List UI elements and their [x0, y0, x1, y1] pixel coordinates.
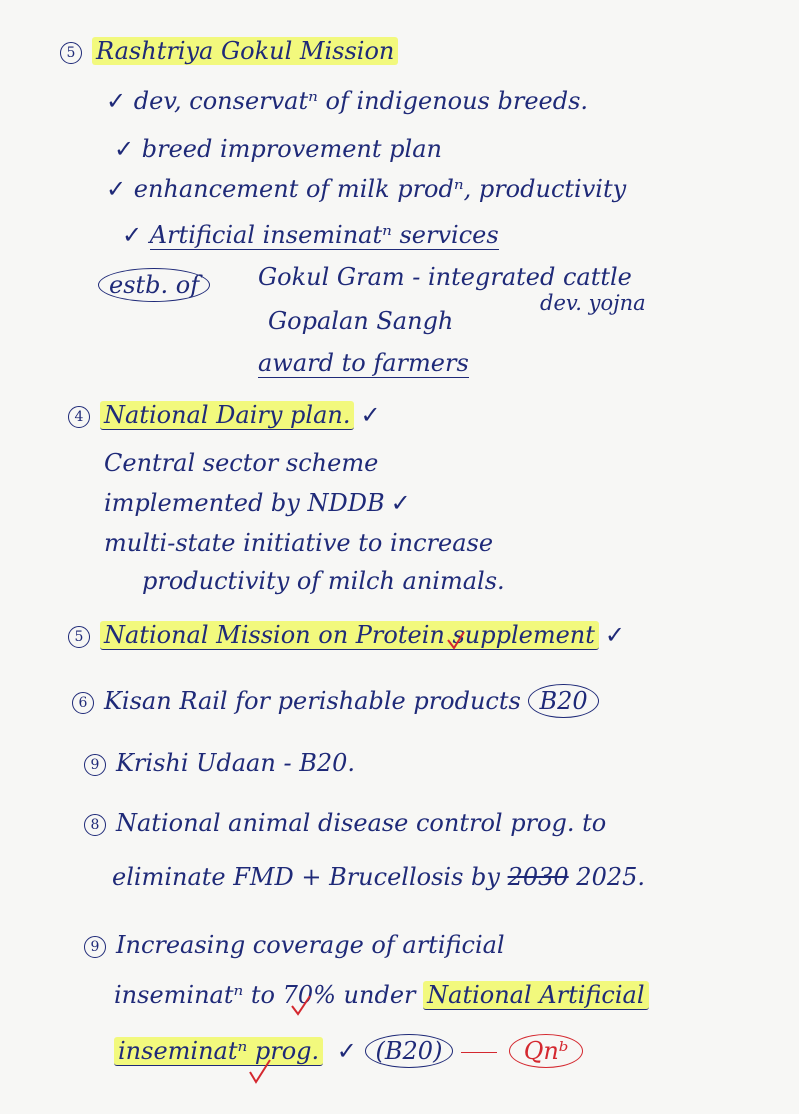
list-item: productivity of milch animals.: [142, 567, 505, 595]
list-item: ✓ breed improvement plan: [114, 135, 442, 163]
list-item: ✓ dev, conservatⁿ of indigenous breeds.: [106, 87, 589, 115]
section-number: 9: [84, 754, 106, 776]
red-note: Qnᵇ: [509, 1034, 584, 1068]
list-item: multi-state initiative to increase: [104, 529, 494, 557]
estb-label: estb. of: [98, 270, 210, 300]
section-number: 9: [84, 936, 106, 958]
section-number: 5: [68, 626, 90, 648]
animal-disease-line-1: 8 National animal disease control prog. to: [84, 808, 606, 838]
b20-tag: (B20): [365, 1034, 454, 1068]
section-number: 4: [68, 406, 90, 428]
estb-item: Gopalan Sangh: [268, 307, 454, 335]
ai-coverage-line-2: inseminatⁿ to 70% under National Artificial: [114, 980, 649, 1010]
krishi-udaan-line: 9 Krishi Udaan - B20.: [84, 748, 355, 778]
estb-note: dev. yojna: [540, 291, 646, 315]
b20-tag: B20: [528, 684, 598, 718]
section-title-text: National Mission on Protein supplement: [100, 621, 599, 650]
red-tick: [292, 996, 310, 1014]
list-item: ✓ Artificial inseminatⁿ services: [122, 221, 499, 249]
red-tick: [250, 1060, 270, 1082]
section-number: 6: [72, 692, 94, 714]
section-title-national-dairy-plan: 4 National Dairy plan. ✓: [68, 400, 381, 430]
list-item: ✓ enhancement of milk prodⁿ, productivity: [106, 175, 627, 203]
list-item: implemented by NDDB ✓: [104, 489, 411, 517]
ai-coverage-line-3: inseminatⁿ prog. ✓ (B20) Qnᵇ: [114, 1036, 583, 1066]
section-title-text: Rashtriya Gokul Mission: [92, 37, 398, 65]
ai-coverage-line-1: 9 Increasing coverage of artificial: [84, 930, 505, 960]
section-number: 8: [84, 814, 106, 836]
kisan-rail-line: 6 Kisan Rail for perishable products B20: [72, 686, 599, 716]
red-tick: [448, 632, 464, 648]
animal-disease-line-2: eliminate FMD + Brucellosis by 2030 2025.: [112, 863, 646, 891]
list-item: Central sector scheme: [104, 449, 379, 477]
section-title-text: National Dairy plan.: [100, 401, 354, 430]
section-title-protein-mission: 5 National Mission on Protein supplement ✓: [68, 620, 625, 650]
section-number: 5: [60, 42, 82, 64]
estb-item: Gokul Gram - integrated cattle: [258, 263, 632, 291]
estb-item: award to farmers: [258, 349, 469, 377]
